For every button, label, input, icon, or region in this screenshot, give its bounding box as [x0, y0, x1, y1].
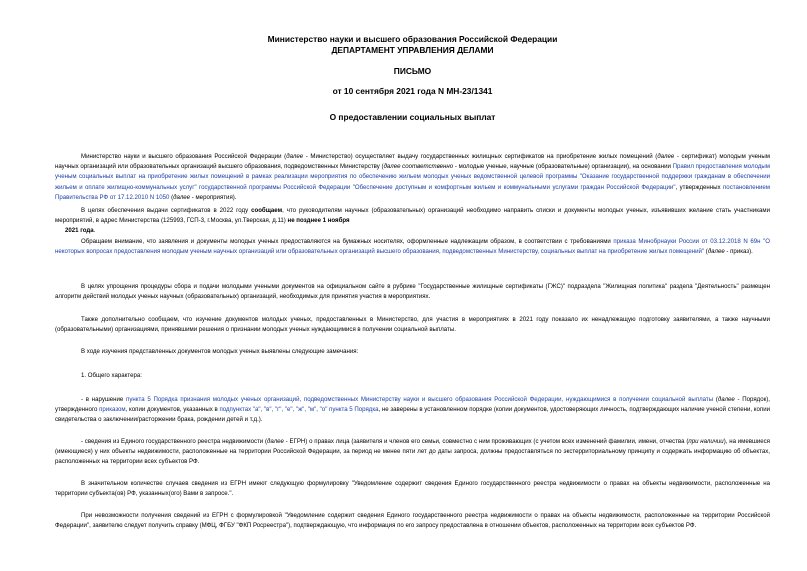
link-order-69n[interactable]: приказа Минобрнауки России от 03.12.2018 N 69н "О некоторых вопросах предоставления молодым ученым научных организаций или образовательных организаций высшего образования, подведомственных Министерству, социальных выплат на приобретение жилых помещений" [55, 238, 770, 256]
paragraph-9: - сведения из Единого государственного реестра недвижимости (далее - ЕГРН) о правах лица (заявителя и членов его семьи, совместно с ним проживающих (с учетом всех изменений фамилии, имени, отчества (при наличии), на имевшиеся (имеющиеся) у них объекты недвижимости, расположенные на территории Российской Федерации, за период не менее пяти лет до даты запроса, должны предоставляться по экстерриториальному принципу и содержать информацию об объектах, расположенных на территории всех субъектов РФ. [55, 438, 770, 466]
link-rules[interactable]: Правил предоставления молодым ученым социальных выплат на приобретение жилых помещений в рамках реализации мероприятия по обеспечению жильем молодых ученых ведомственной целевой программы "Оказание государственной поддержки гражданам в обеспечении жильем и оплате жилищно-коммунальных услуг" государственной программы Российской Федерации "Обеспечение доступным и комфортным жильем и коммунальными услугами граждан Российской Федерации" [55, 163, 770, 191]
paragraph-8: - в нарушение пункта 5 Порядка признания молодых ученых организаций, подведомственных Министерству науки и высшего образования Российской Федерации, нуждающимися в получении социальной выплаты (далее - Порядок), утвержденного приказом, копии документов, указанных в подпунктах "а", "в", "г", "е", "ж", "м", "о" пункта 5 Порядка, не заверены в установленном порядке (копии документов, удостоверяющих личность, подтверждающих наличие ученой степени, копии свидетельства о заключении/расторжении брака, рождении детей и т.д.). [55, 396, 771, 424]
ministry-name: Министерство науки и высшего образования Российской Федерации [267, 34, 558, 44]
paragraph-5: Также дополнительно сообщаем, что изучение документов молодых ученых, предоставленных в Министерство, для участия в мероприятиях в 2021 году показало их ненадлежащую подготовку заявителями, а также научными (образовательными) организациями, принявшими решения о признании молодых ученых нуждающимися в получении социальной выплаты. [55, 316, 770, 334]
doc-type: ПИСЬМО [393, 66, 432, 76]
link-decree-1050[interactable]: постановлением Правительства РФ от 17.12.2010 N 1050 [55, 183, 770, 201]
department-name: ДЕПАРТАМЕНТ УПРАВЛЕНИЯ ДЕЛАМИ [331, 45, 494, 55]
link-order[interactable]: приказом [99, 406, 126, 414]
paragraph-2-tail: 2021 года. [65, 227, 96, 234]
paragraph-6: В ходе изучения представленных документов молодых ученых выявлены следующие замечания: [81, 348, 359, 355]
paragraph-7: 1. Общего характера: [81, 372, 142, 379]
doc-subject: О предоставлении социальных выплат [329, 112, 496, 122]
link-subpoints[interactable]: подпунктах "а", "в", "г", "е", "ж", "м", "о" пункта 5 Порядка [219, 406, 379, 414]
paragraph-3: Обращаем внимание, что заявления и документы молодых ученых предоставляются на бумажных носителях, оформленные надлежащим образом, в соответствии с требованиями приказа Минобрнауки России от 03.12.2018 N 69н "О некоторых вопросах предоставления молодым ученым научных организаций или образовательных организаций высшего образования, подведомственных Министерству, социальных выплат на приобретение жилых помещений" (далее - приказ). [55, 238, 770, 256]
paragraph-10: В значительном количестве случаев сведения из ЕГРН имеют следующую формулировку "Уведомление содержит сведения Единого государственного реестра недвижимости о правах на объекты недвижимости, расположенные на территории субъекта(ов) РФ, указанных(ого) Вами в запросе.". [55, 480, 770, 498]
paragraph-2: В целях обеспечения выдачи сертификатов в 2022 году сообщаем, что руководителям научных (образовательных) организаций необходимо направить списки и документы молодых ученых, изъявивших желание стать участниками мероприятий, в адрес Министерства (125993, ГСП-3, г.Москва, ул.Тверская, д.11) не позднее 1 ноября [55, 207, 770, 225]
paragraph-1: Министерство науки и высшего образования Российской Федерации (далее - Министерство) осуществляет выдачу государственных жилищных сертификатов на приобретение жилых помещений (далее - сертификат) молодым ученым научных организаций или образовательных организаций высшего образования, подведомственных Министерству (далее соответственно - молодые ученые, научные (образовательные) организации), на основании Правил предоставления молодым ученым социальных выплат на приобретение жилых помещений в рамках реализации мероприятия по обеспечению жильем молодых ученых ведомственной целевой программы "Оказание государственной поддержки гражданам в обеспечении жильем и оплате жилищно-коммунальных услуг" государственной программы Российской Федерации "Обеспечение доступным и комфортным жильем и коммунальными услугами граждан Российской Федерации", утвержденных постановлением Правительства РФ от 17.12.2010 N 1050 (далее - мероприятия). [55, 153, 770, 201]
paragraph-11: При невозможности получения сведений из ЕГРН с формулировкой "Уведомление содержит сведения Единого государственного реестра недвижимости о правах на объекты недвижимости, расположенные на территории Российской Федерации", заявителю следует получить справку (МФЦ, ФГБУ "ФКП Росреестра"), подтверждающую, что информация по его запросу предоставлена в отношении объектов, расположенных на территории всех субъектов РФ. [55, 512, 770, 530]
doc-date-number: от 10 сентября 2021 года N МН-23/1341 [332, 86, 493, 96]
link-procedure-p5[interactable]: пункта 5 Порядка признания молодых ученых организаций, подведомственных Министерству науки и высшего образования Российской Федерации, нуждающимися в получении социальной выплаты [126, 396, 714, 403]
paragraph-4: В целях упрощения процедуры сбора и подачи молодыми учеными документов на официальном сайте в рубрике "Государственные жилищные сертификаты (ГЖС)" подраздела "Жилищная политика" раздела "Деятельность" размещен алгоритм действий молодых ученых научных (образовательных) организаций, необходимых для принятия участия в мероприятиях. [55, 283, 770, 301]
